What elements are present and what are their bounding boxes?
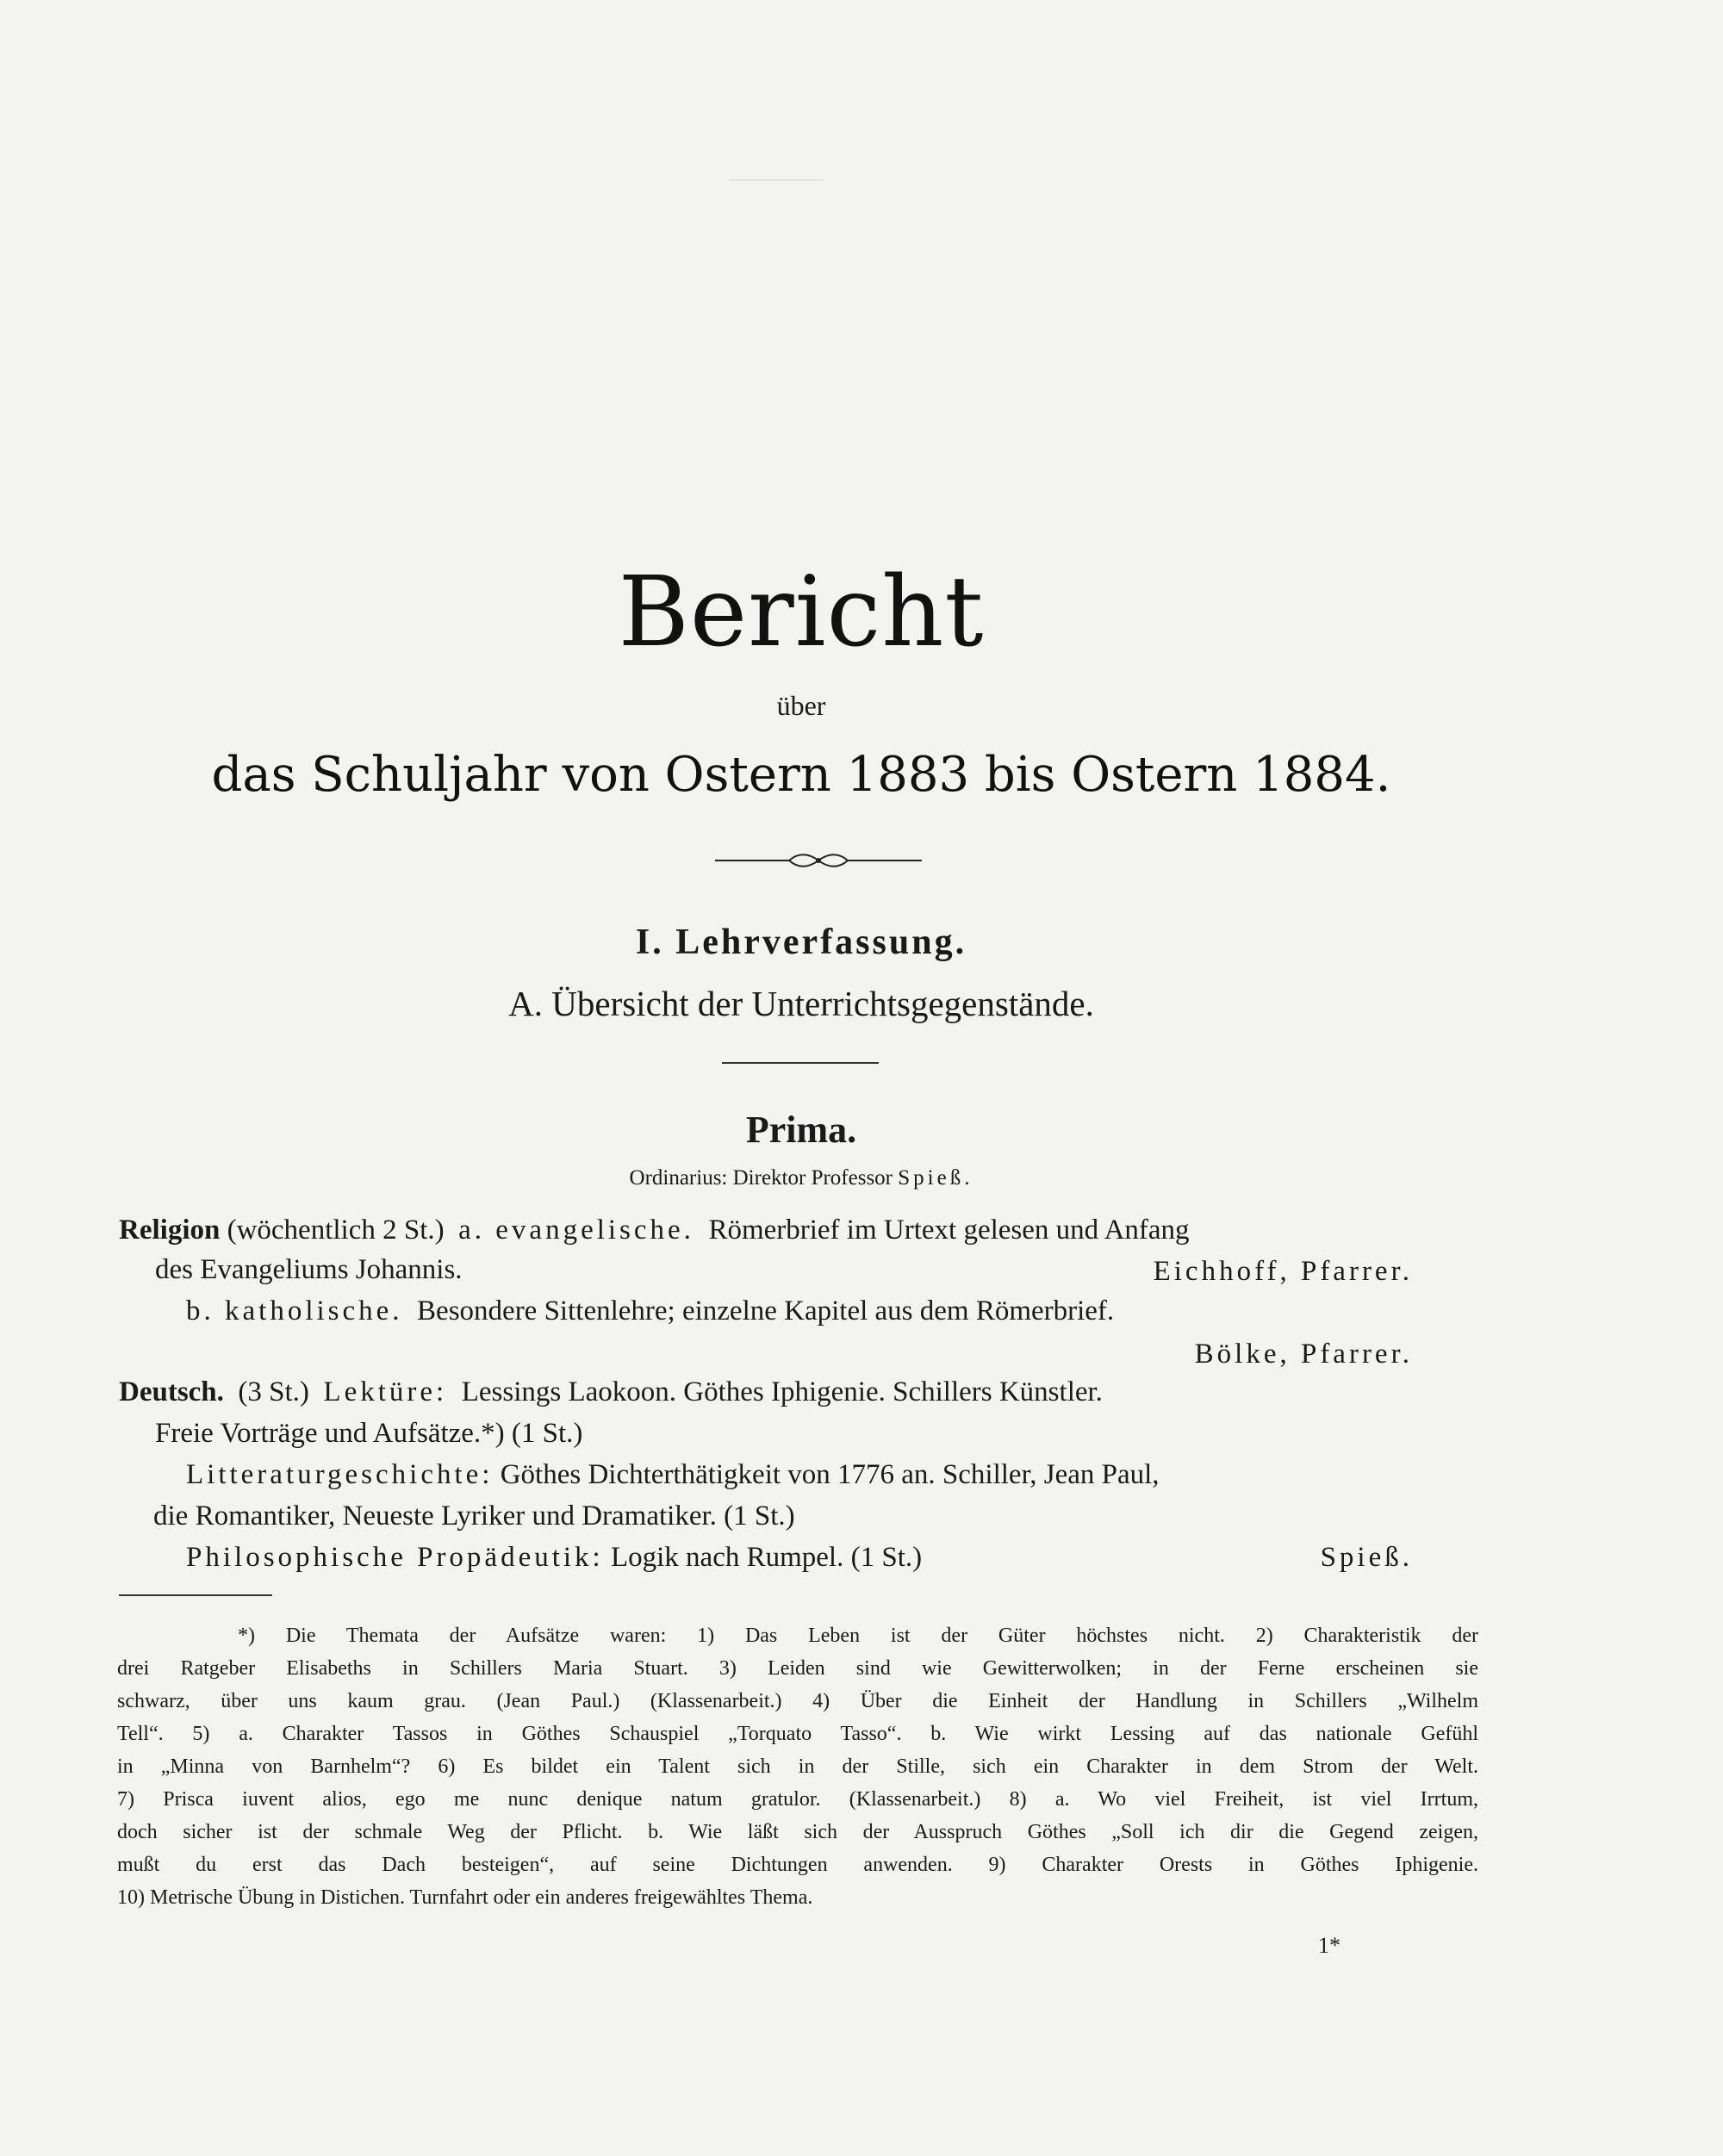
religion-a-text: Römerbrief im Urtext gelesen und Anfang <box>708 1215 1190 1246</box>
religion-b-label: b. katholische. <box>186 1295 403 1327</box>
section-rule <box>722 1062 879 1064</box>
footnote-line-6: 7) Prisca iuvent alios, ego me nunc denique natum gratulor. (Klassenarbeit.) 8) a. Wo viel Freiheit, ist viel Irrtum, <box>117 1788 1478 1811</box>
deutsch-hours: (3 St.) <box>238 1376 309 1407</box>
footnote-line-9: 10) Metrische Übung in Distichen. Turnfahrt oder ein anderes freigewähltes Thema. <box>117 1886 813 1909</box>
ordinarius-label: Ordinarius: Direktor Professor <box>629 1166 893 1190</box>
deutsch-line-4: die Romantiker, Neueste Lyriker und Dramatiker. (1 St.) <box>153 1501 795 1532</box>
deutsch-line-2: Freie Vorträge und Aufsätze.*) (1 St.) <box>155 1418 583 1449</box>
religion-b-teacher: Bölke, Pfarrer. <box>1194 1339 1413 1370</box>
title-connector: über <box>776 690 826 721</box>
religion-b-text: Besondere Sittenlehre; einzelne Kapitel aus dem Römerbrief. <box>417 1295 1115 1327</box>
religion-a-label: a. evangelische. <box>458 1215 694 1246</box>
deutsch-litt-text: Göthes Dichterthätigkeit von 1776 an. Schiller, Jean Paul, <box>500 1459 1160 1490</box>
footnote-line-2: drei Ratgeber Elisabeths in Schillers Maria Stuart. 3) Leiden sind wie Gewitterwolken; in der Ferne erscheinen sie <box>117 1657 1478 1680</box>
deutsch-line-3 <box>186 1461 1160 1489</box>
bleed-through-rule <box>729 179 824 181</box>
class-heading: Prima. <box>745 1109 857 1151</box>
footnote-line-3: schwarz, über uns kaum grau. (Jean Paul.) (Klassenarbeit.) 4) Über die Einheit der Handlung in Schillers „Wilhelm <box>117 1690 1478 1712</box>
religion-a-cont: des Evangeliums Johannis. <box>155 1254 463 1285</box>
footnote-line-7: doch sicher ist der schmale Weg der Pflicht. b. Wie läßt sich der Ausspruch Göthes „Soll ich dir die Gegend zeigen, <box>117 1821 1478 1843</box>
ordinarius-name: Spieß. <box>898 1166 973 1190</box>
ordinarius-line <box>0 1167 1602 1189</box>
deutsch-litt-label: Litteraturgeschichte: <box>186 1459 494 1490</box>
religion-hours: (wöchentlich 2 St.) <box>227 1215 445 1246</box>
footnote-line-5: in „Minna von Barnhelm“? 6) Es bildet ein Talent sich in der Stille, sich ein Charakter in dem Strom der Welt. <box>117 1755 1478 1778</box>
deutsch-phil-text: Logik nach Rumpel. (1 St.) <box>610 1542 923 1573</box>
report-title: Bericht <box>618 556 985 668</box>
deutsch-teacher: Spieß. <box>1320 1542 1413 1573</box>
footnote-line-8: mußt du erst das Dach besteigen“, auf seine Dichtungen anwenden. 9) Charakter Orests in Göthes Iphigenie. <box>117 1854 1478 1876</box>
religion-a-teacher: Eichhoff, Pfarrer. <box>1153 1256 1413 1287</box>
religion-line-b <box>186 1297 1114 1326</box>
deutsch-phil-label: Philosophische Propädeutik: <box>186 1542 604 1573</box>
footnote-rule <box>119 1594 272 1596</box>
ornament-divider <box>715 849 922 872</box>
religion-subject: Religion <box>119 1215 221 1246</box>
footnote-line-4: Tell“. 5) a. Charakter Tassos in Göthes Schauspiel „Torquato Tasso“. b. Wie wirkt Lessing auf das nationale Gefühl <box>117 1723 1478 1745</box>
deutsch-line-1 <box>119 1378 1103 1407</box>
section-subheading: A. Übersicht der Unterrichtsgegenstände. <box>508 984 1094 1023</box>
deutsch-lekture-text: Lessings Laokoon. Göthes Iphigenie. Schillers Künstler. <box>461 1376 1103 1407</box>
section-heading: I. Lehrverfassung. <box>635 923 967 962</box>
deutsch-lekture-label: Lektüre: <box>323 1376 448 1407</box>
signature-mark: 1* <box>1318 1933 1340 1958</box>
deutsch-line-5 <box>186 1544 922 1572</box>
deutsch-subject: Deutsch. <box>119 1376 224 1407</box>
footnote-line-1: *) Die Themata der Aufsätze waren: 1) Das Leben ist der Güter höchstes nicht. 2) Charakteristik der <box>238 1625 1478 1647</box>
religion-line-1 <box>119 1216 1190 1245</box>
report-subtitle: das Schuljahr von Ostern 1883 bis Ostern 1884. <box>211 747 1391 803</box>
